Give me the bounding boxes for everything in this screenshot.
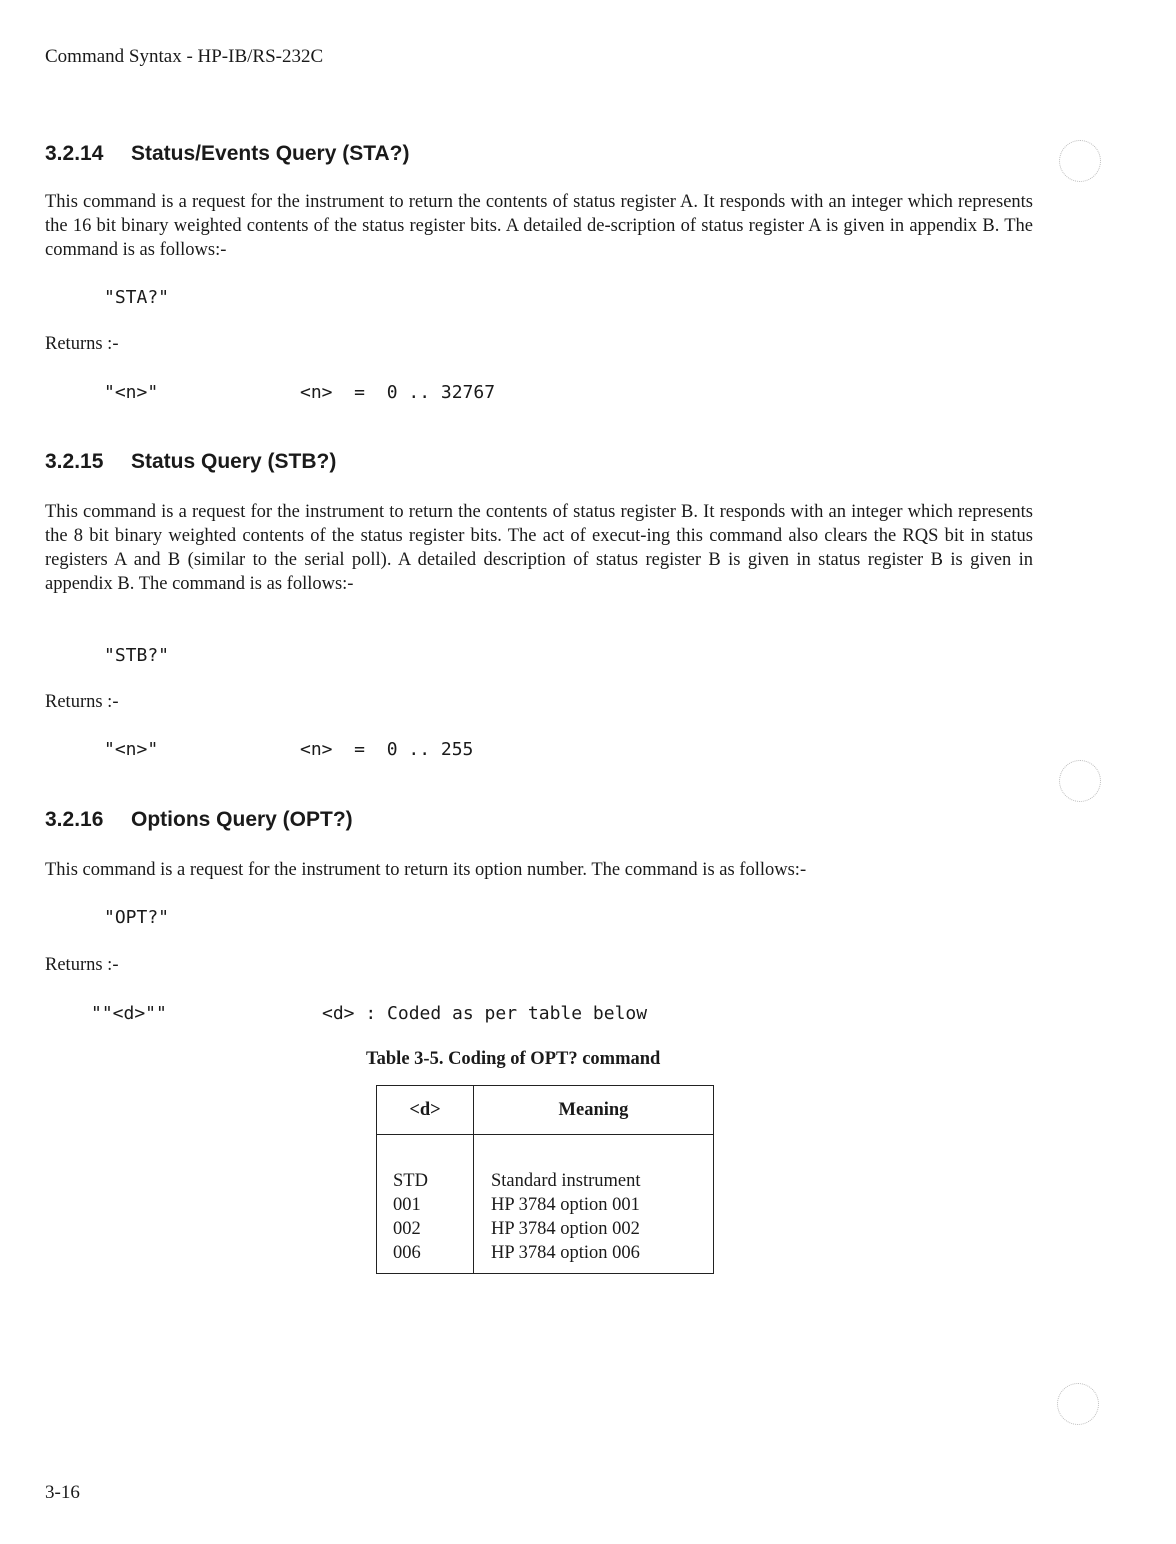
code-cell: STD 001 002 006 <box>377 1135 474 1274</box>
page-number: 3-16 <box>45 1482 80 1503</box>
meaning-cell: Standard instrument HP 3784 option 001 HP 3784 option 002 HP 3784 option 006 <box>474 1135 714 1274</box>
section-heading-3-2-16 <box>45 808 353 832</box>
section-title: Status/Events Query (STA?) <box>131 142 410 165</box>
punch-hole <box>1059 140 1101 182</box>
return-range: <n> = 0 .. 255 <box>300 739 474 760</box>
column-header-code: <d> <box>377 1086 474 1135</box>
section-heading-3-2-14 <box>45 142 410 166</box>
returns-label: Returns :- <box>45 692 119 712</box>
command-string: "OPT?" <box>104 907 170 928</box>
table-caption: Table 3-5. Coding of OPT? command <box>366 1049 661 1069</box>
section-title: Status Query (STB?) <box>131 450 337 473</box>
command-string: "STA?" <box>104 287 170 308</box>
return-range: <d> : Coded as per table below <box>322 1003 648 1024</box>
section-number: 3.2.15 <box>45 450 104 473</box>
return-range: <n> = 0 .. 32767 <box>300 382 496 403</box>
opt-coding-table <box>376 1085 714 1274</box>
section-title: Options Query (OPT?) <box>131 808 353 831</box>
page-header: Command Syntax - HP-IB/RS-232C <box>45 46 324 67</box>
section-paragraph: This command is a request for the instrument to return the contents of status register B. It responds with an integer which represents the 8 bit binary weighted contents of the status register bits. The act of execut-ing this command also clears the RQS bit in status registers A and B (similar to the serial poll). A detailed description of status register B is given in status register B is given in appendix B. The command is as follows:- <box>45 502 1033 594</box>
section-number: 3.2.14 <box>45 142 104 165</box>
section-paragraph: This command is a request for the instrument to return its option number. The command is as follows:- <box>45 860 807 880</box>
section-heading-3-2-15 <box>45 450 336 474</box>
returns-label: Returns :- <box>45 334 119 354</box>
table-header-row <box>377 1086 714 1135</box>
section-number: 3.2.16 <box>45 808 104 831</box>
punch-hole <box>1057 1383 1099 1425</box>
table-body-row <box>377 1135 714 1274</box>
command-string: "STB?" <box>104 645 170 666</box>
return-value: "<n>" <box>104 739 159 760</box>
punch-hole <box>1059 760 1101 802</box>
returns-label: Returns :- <box>45 955 119 975</box>
section-paragraph: This command is a request for the instrument to return the contents of status register A. It responds with an integer which represents the 16 bit binary weighted contents of the status register bits. A detailed de-scription of status register A is given in appendix B. The command is as follows:- <box>45 192 1033 260</box>
return-value: ""<d>"" <box>91 1003 167 1024</box>
column-header-meaning: Meaning <box>474 1086 714 1135</box>
return-value: "<n>" <box>104 382 159 403</box>
